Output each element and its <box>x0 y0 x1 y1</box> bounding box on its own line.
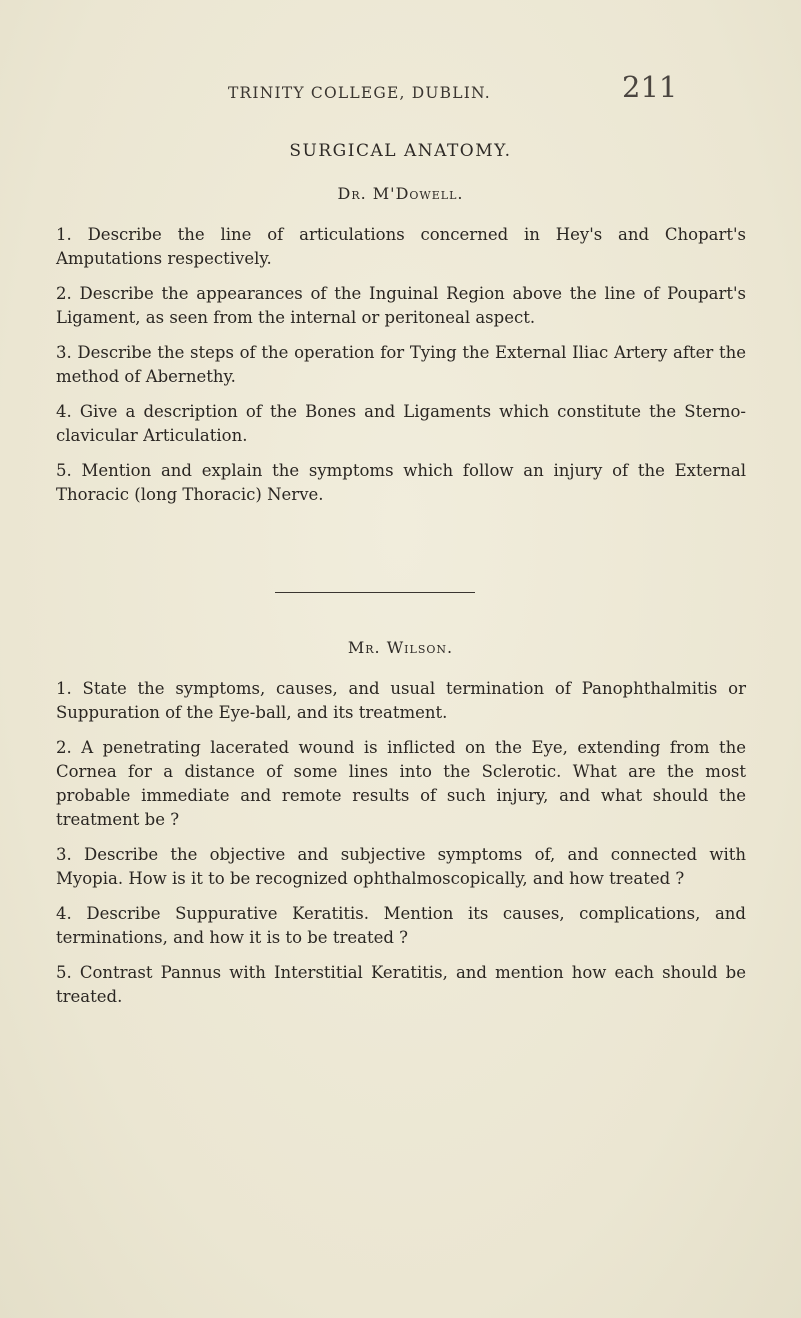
page-number: 211 <box>622 70 678 104</box>
question-2-3: 3. Describe the objective and subjective symptoms of, and connected with Myopia. How is it to be recognized ophthalmoscopically, and how treated ? <box>56 845 746 888</box>
examiner-name-2: Mr. Wilson. <box>347 638 454 657</box>
question-1-4: 4. Give a description of the Bones and Ligaments which constitute the Sterno-clavicular Articulation. <box>56 402 746 445</box>
question-2-5: 5. Contrast Pannus with Interstitial Keratitis, and mention how each should be treated. <box>56 963 746 1006</box>
examiner-name-1: Dr. M'Dowell. <box>337 184 464 203</box>
question-2-1: 1. State the symptoms, causes, and usual termination of Panophthalmitis or Suppuration of the Eye-ball, and its treatment. <box>56 679 746 722</box>
question-1-3: 3. Describe the steps of the operation for Tying the External Iliac Artery after the method of Abernethy. <box>56 343 746 386</box>
question-2-2: 2. A penetrating lacerated wound is inflicted on the Eye, extending from the Cornea for a distance of some lines into the Sclerotic. What are the most probable immediate and remote results of such injury, and what should the treatment be ? <box>56 738 746 829</box>
running-head: TRINITY COLLEGE, DUBLIN. <box>228 84 491 102</box>
question-1-2: 2. Describe the appearances of the Inguinal Region above the line of Poupart's Ligament, as seen from the internal or peritoneal aspect. <box>56 284 746 327</box>
question-2-4: 4. Describe Suppurative Keratitis. Mention its causes, complications, and terminations, and how it is to be treated ? <box>56 904 746 947</box>
question-1-1: 1. Describe the line of articulations concerned in Hey's and Chopart's Amputations respectively. <box>56 225 746 268</box>
section-divider <box>275 592 475 593</box>
question-1-5: 5. Mention and explain the symptoms which follow an injury of the External Thoracic (long Thoracic) Nerve. <box>56 461 746 504</box>
section-title: SURGICAL ANATOMY. <box>289 141 512 161</box>
